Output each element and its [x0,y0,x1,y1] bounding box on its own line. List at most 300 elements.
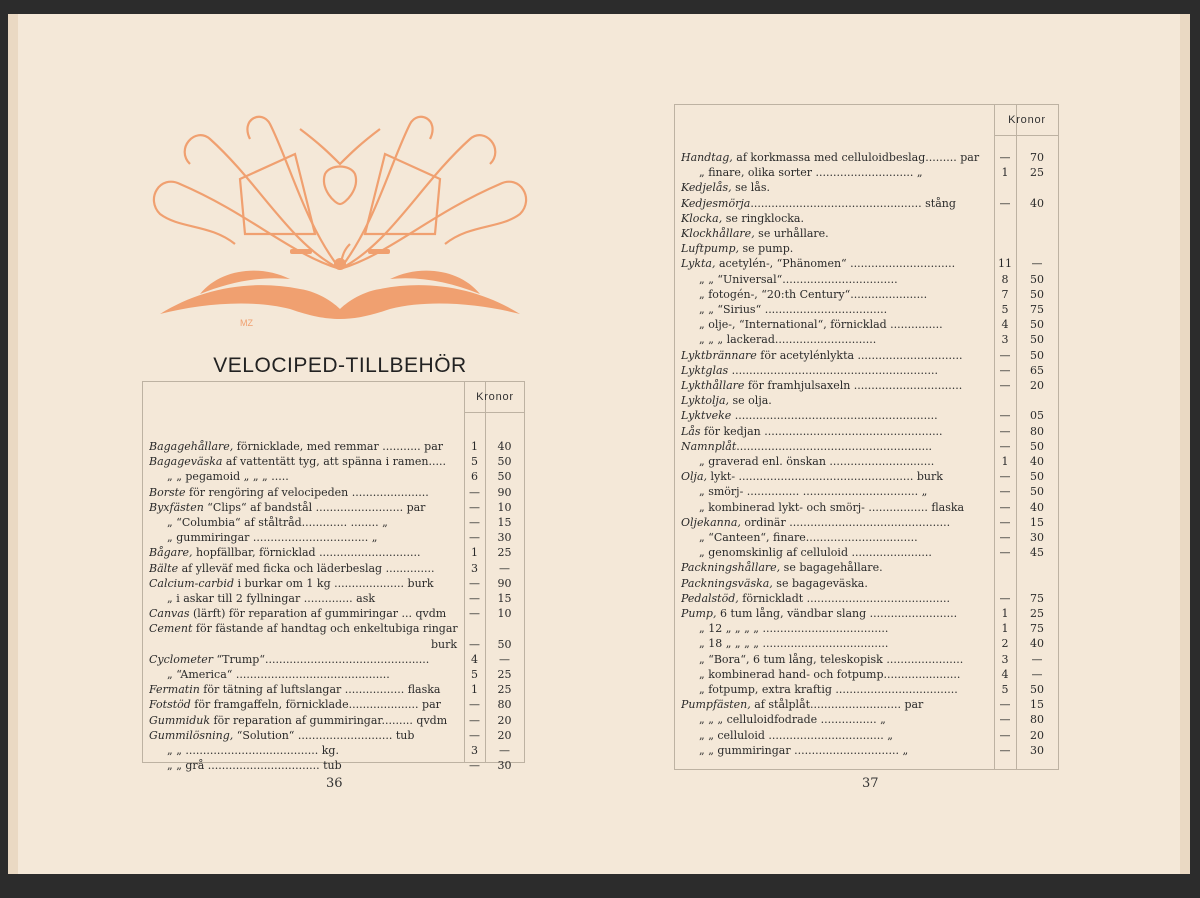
table-row [143,667,524,682]
table-row [143,500,524,515]
item-name: Lyktveke [681,409,732,423]
item-text: för rengöring af velocipeden ...................... [185,485,429,499]
price-kronor: — [999,546,1011,560]
item-name: Namnplåt [681,439,737,453]
price-ore: 25 [497,546,512,560]
price-ore: 10 [497,607,512,621]
item-text: för kedjan ................................................... [700,424,943,438]
item-description [681,545,993,560]
price-ore: 20 [1030,379,1044,392]
table-row [143,637,524,652]
price-ore: 30 [497,759,512,773]
price-kronor: — [999,424,1011,438]
item-description [149,500,461,515]
table-row [675,256,1058,271]
item-description [681,652,993,667]
table-row [675,302,1058,317]
item-name: Bågare, [149,546,193,560]
item-text: “Trump“............................................... [213,652,430,666]
table-row [143,469,524,484]
item-description [681,363,993,378]
page-number: 36 [326,776,343,791]
price-ore: 80 [1030,713,1044,727]
table-row [675,211,1058,226]
table-row [675,652,1058,667]
price-ore: 40 [1030,455,1044,468]
price-kronor: — [999,470,1011,484]
price-ore: — [1031,667,1043,681]
item-description [149,561,461,576]
item-description [681,576,993,591]
item-description [149,530,461,545]
price-ore: 50 [497,637,512,651]
item-text: „ “America“ ............................................ [167,668,390,681]
item-name: Bagagehållare, [149,440,234,453]
table-row [675,378,1058,393]
item-name: Lyktbrännare [681,348,757,362]
item-name: Packningsväska, [681,576,773,590]
item-description [681,165,993,180]
item-name: Bagageväska [149,455,223,469]
item-description [149,454,461,469]
price-kronor: — [999,531,1011,544]
item-text: „ „ “Sirius“ ................................... [699,303,888,316]
price-kronor: — [469,500,480,514]
page-edge [1180,14,1190,874]
price-kronor: 11 [998,257,1012,271]
item-text: för framgaffeln, förnicklade.................... par [190,698,441,712]
price-kronor: 1 [471,440,478,453]
price-kronor: — [469,576,480,590]
price-kronor: — [999,348,1011,362]
item-text: „ graverad enl. önskan .............................. [699,455,935,468]
price-ore: 05 [1030,409,1044,423]
item-description [681,439,993,454]
item-description [681,682,993,697]
table-row [675,500,1058,515]
item-description [681,393,993,408]
item-text: „ kombinerad hand- och fotpump...................... [699,667,961,681]
column-header-kronor: Kronor [464,382,525,413]
price-kronor: — [999,698,1011,712]
price-ore: 50 [497,470,512,484]
item-text: „ genomskinlig af celluloid ....................... [699,546,932,560]
item-description [149,591,461,606]
item-text: „ „ gummiringar .............................. „ [699,743,909,757]
table-row [675,226,1058,241]
price-ore: 25 [497,683,512,697]
price-ore: — [499,652,510,666]
price-ore: 50 [1030,318,1044,332]
item-description [681,484,993,499]
item-description [681,454,993,469]
table-row [143,515,524,530]
price-ore: 65 [1030,363,1044,377]
item-text: för acetylénlykta .............................. [756,348,963,362]
item-text: se ringklocka. [722,211,804,225]
item-text: „ finare, olika sorter ............................ „ [699,166,923,180]
item-name: Lyktglas [681,363,729,377]
item-text: förnicklade, med remmar ........... par [233,440,444,453]
price-ore: 50 [497,455,512,469]
table-row [675,150,1058,165]
price-kronor: — [999,743,1011,757]
item-text: se bagageväska. [772,576,868,590]
table-row [143,439,524,454]
item-description [681,515,993,530]
item-name: Klockhållare, [681,227,755,240]
item-description [681,256,993,271]
item-text: 6 tum lång, vändbar slang ......................... [716,607,958,620]
item-text: „ olje-, “International“, förnicklad ............... [699,318,943,332]
price-ore: 40 [497,440,512,453]
item-text: förnickladt ......................................... [738,591,951,605]
table-row [675,606,1058,621]
table-row [143,485,524,500]
item-description [681,424,993,439]
item-text: acetylén-, “Phänomen“ .............................. [715,257,956,271]
price-kronor: — [469,728,480,742]
item-text: „ smörj- ............... ................................. „ [699,485,928,499]
price-table-right [674,104,1059,770]
item-name: Canvas [149,607,190,621]
item-description [681,591,993,606]
table-row [143,758,524,773]
item-text: .......................................................... [731,409,938,423]
price-kronor: — [999,409,1011,423]
price-ore: — [1031,652,1043,666]
item-text: för fästande af handtag och enkeltubiga ringar [192,622,458,636]
table-row [675,180,1058,195]
price-kronor: — [999,728,1011,742]
price-kronor: — [999,379,1011,392]
price-ore: 50 [1030,470,1044,484]
table-row [675,560,1058,575]
price-kronor: 5 [1001,683,1009,696]
table-row [143,530,524,545]
item-text: „ „ celluloid ................................. „ [699,728,893,742]
table-row [675,728,1058,743]
price-ore: 50 [1030,272,1044,286]
table-row [675,348,1058,363]
price-kronor: — [469,698,480,712]
item-text: „ „ pegamoid „ „ „ ..... [167,470,289,484]
item-text: „ “Bora“, 6 tum lång, teleskopisk ...................... [699,652,964,666]
item-description [681,606,993,621]
table-row [675,363,1058,378]
price-ore: 75 [1030,303,1044,316]
item-description [681,530,993,545]
table-row [675,454,1058,469]
item-name: Fotstöd [149,698,191,712]
price-kronor: — [999,591,1011,605]
item-description [681,226,993,241]
price-ore: 50 [1030,348,1044,362]
table-row [143,621,524,636]
table-row [143,713,524,728]
table-row [675,636,1058,651]
item-description [149,743,461,758]
item-description [149,758,461,773]
item-name: Lyktolja, [681,394,730,408]
item-description [681,272,993,287]
price-ore: — [499,561,510,575]
item-description [681,621,993,636]
price-kronor: 1 [1001,166,1009,180]
item-text: af stålplåt.......................... par [750,698,924,712]
table-row [675,743,1058,758]
item-name: Byxfästen [149,500,204,514]
price-ore: 15 [497,592,512,605]
item-description [681,150,993,165]
item-text: „ „ „ celluloidfodrade ................ „ [699,713,886,727]
item-text: „ „ „ lackerad............................. [699,333,877,347]
table-row [675,667,1058,682]
price-kronor: 1 [1001,455,1009,468]
price-kronor: 5 [471,668,478,681]
item-name: Lykta, [681,257,716,271]
price-ore: 25 [497,668,512,681]
item-description [149,652,461,667]
price-kronor: 8 [1001,272,1009,286]
price-kronor: 5 [471,455,478,469]
price-ore: 90 [497,576,512,590]
table-row [675,591,1058,606]
price-kronor: — [999,485,1011,499]
item-text: „ fotpump, extra kraftig ................................... [699,683,958,696]
price-ore: 30 [1030,743,1044,757]
left-page [18,14,609,874]
price-kronor: 7 [1001,287,1009,301]
item-description [681,378,993,393]
item-description [149,637,461,652]
price-kronor: — [469,592,480,605]
table-row [675,165,1058,180]
item-text: af korkmassa med celluloidbeslag......... par [732,151,980,164]
item-description [149,621,461,636]
price-kronor: — [469,485,480,499]
price-kronor: — [469,607,480,621]
item-name: Borste [149,485,186,499]
price-kronor: — [999,196,1011,210]
price-kronor: 1 [1001,622,1009,636]
item-description [149,728,461,743]
item-name: Handtag, [681,151,733,164]
item-description [681,667,993,682]
price-kronor: 3 [1001,333,1009,347]
price-kronor: 4 [1001,667,1009,681]
item-text: af vattentätt tyg, att spänna i ramen..... [222,455,446,469]
item-text: (lärft) för reparation af gummiringar ... qvdm [189,607,447,621]
price-ore: 10 [497,500,512,514]
price-ore: 50 [1030,485,1044,499]
item-description [681,636,993,651]
price-ore: 40 [1030,196,1044,210]
item-name: Gummilösning, [149,728,234,742]
table-row [143,561,524,576]
table-row [143,454,524,469]
item-description [681,196,993,211]
table-row [675,393,1058,408]
table-row [675,287,1058,302]
item-text: ordinär .............................................. [740,515,951,529]
price-ore: 15 [497,516,512,529]
item-text: „ 18 „ „ „ „ .................................... [699,637,889,651]
item-text: „ “Columbia“ af ståltråd............. ........ „ [167,516,388,529]
price-kronor: — [999,515,1011,529]
table-row [143,697,524,712]
item-description [149,576,461,591]
price-kronor: 3 [1001,652,1009,666]
item-description [681,241,993,256]
price-ore: 30 [1030,531,1044,544]
item-description [149,713,461,728]
item-name: Olja, [681,470,708,484]
price-ore: 50 [1030,333,1044,347]
price-kronor: 4 [471,652,478,666]
item-description [681,469,993,484]
table-row [143,682,524,697]
item-text: „ i askar till 2 fyllningar .............. ask [167,592,376,605]
item-text: „ fotogén-, “20:th Century“...................... [699,287,928,301]
item-description [681,302,993,317]
price-ore: 40 [1030,637,1044,651]
item-name: Bälte [149,561,179,575]
table-row [675,241,1058,256]
item-description [681,408,993,423]
item-text: “Solution“ ........................... tub [233,728,415,742]
table-row [143,606,524,621]
item-description [149,606,461,621]
price-ore: 80 [1030,424,1044,438]
table-row [675,439,1058,454]
price-kronor: — [469,759,480,773]
item-description [681,348,993,363]
table-row [675,545,1058,560]
item-text: se pump. [738,242,794,256]
item-text: se olja. [729,394,772,408]
table-row [143,545,524,560]
table-row [675,621,1058,636]
price-ore: 90 [497,485,512,499]
item-description [149,545,461,560]
item-name: Klocka, [681,211,723,225]
table-row [675,697,1058,712]
price-kronor: 1 [471,546,478,560]
page-edge [8,14,18,874]
item-text: hopfällbar, förnicklad ............................. [192,546,421,560]
item-description [681,180,993,195]
item-description [681,332,993,347]
price-ore: 50 [1030,439,1044,453]
item-text: i burkar om 1 kg .................... burk [233,576,434,590]
price-kronor: 3 [471,744,478,757]
price-kronor: — [999,439,1011,453]
item-text: ........................................................ [736,439,933,453]
item-text: „ 12 „ „ „ „ .................................... [699,622,889,636]
price-ore: 25 [1030,607,1044,620]
price-ore: 75 [1030,622,1044,636]
item-text: burk [431,637,458,651]
item-name: Gummiduk [149,713,211,727]
price-table-left [142,381,525,773]
price-ore: 15 [1030,698,1044,712]
table-row [143,652,524,667]
item-name: Kedjesmörja [681,196,751,210]
item-description [681,560,993,575]
column-header-kronor: Kronor [994,105,1059,136]
item-description [681,697,993,712]
item-name: Luftpump, [681,242,739,256]
item-name: Pumpfästen, [681,698,751,712]
table-row [675,515,1058,530]
item-description [149,697,461,712]
price-kronor: — [999,500,1011,514]
decorative-ornament [140,104,540,329]
price-ore: 75 [1030,591,1044,605]
item-description [149,515,461,530]
item-name: Fermatin [149,683,200,697]
item-name: Cement [149,622,193,636]
item-description [681,728,993,743]
item-text: för tätning af luftslangar ................. flaska [199,683,441,697]
table-row [675,530,1058,545]
item-text: „ „ grå ................................ tub [167,759,342,773]
table-row [675,424,1058,439]
item-text: “Clips“ af bandstål ......................... par [203,500,426,514]
table-row [675,332,1058,347]
price-ore: 40 [1030,500,1044,514]
item-name: Packningshållare, [681,561,781,575]
table-row [143,728,524,743]
item-name: Oljekanna, [681,515,741,529]
table-row [675,196,1058,211]
page-title: VELOCIPED-TILLBEHÖR [213,354,467,377]
item-name: Lykthållare [681,379,745,392]
price-kronor: 6 [471,470,478,484]
price-kronor: — [469,637,480,651]
price-ore: — [1031,257,1043,271]
price-kronor: — [469,516,480,529]
item-name: Pump, [681,607,717,620]
item-description [149,439,461,454]
item-name: Cyclometer [149,652,214,666]
price-ore: 70 [1030,151,1044,164]
item-text: „ kombinerad lykt- och smörj- ................. flaska [699,500,965,514]
price-ore: 20 [1030,728,1044,742]
price-ore: 20 [497,728,512,742]
item-name: Lås [681,424,701,438]
item-name: Kedjelås, [681,181,732,195]
item-description [149,485,461,500]
item-description [681,317,993,332]
item-description [149,469,461,484]
item-description [149,667,461,682]
ornament-signature: MZ [240,318,253,328]
item-text: för framhjulsaxeln ............................... [744,379,963,392]
price-ore: 20 [497,713,512,727]
table-row [675,469,1058,484]
item-text: ................................................. stång [750,196,956,210]
item-name: Pedalstöd, [681,591,739,605]
price-ore: 30 [497,531,512,545]
item-text: „ gummiringar ................................. „ [167,531,378,545]
table-row [675,484,1058,499]
table-row [675,682,1058,697]
table-row [675,272,1058,287]
price-kronor: 5 [1001,303,1009,316]
price-ore: 80 [497,698,512,712]
